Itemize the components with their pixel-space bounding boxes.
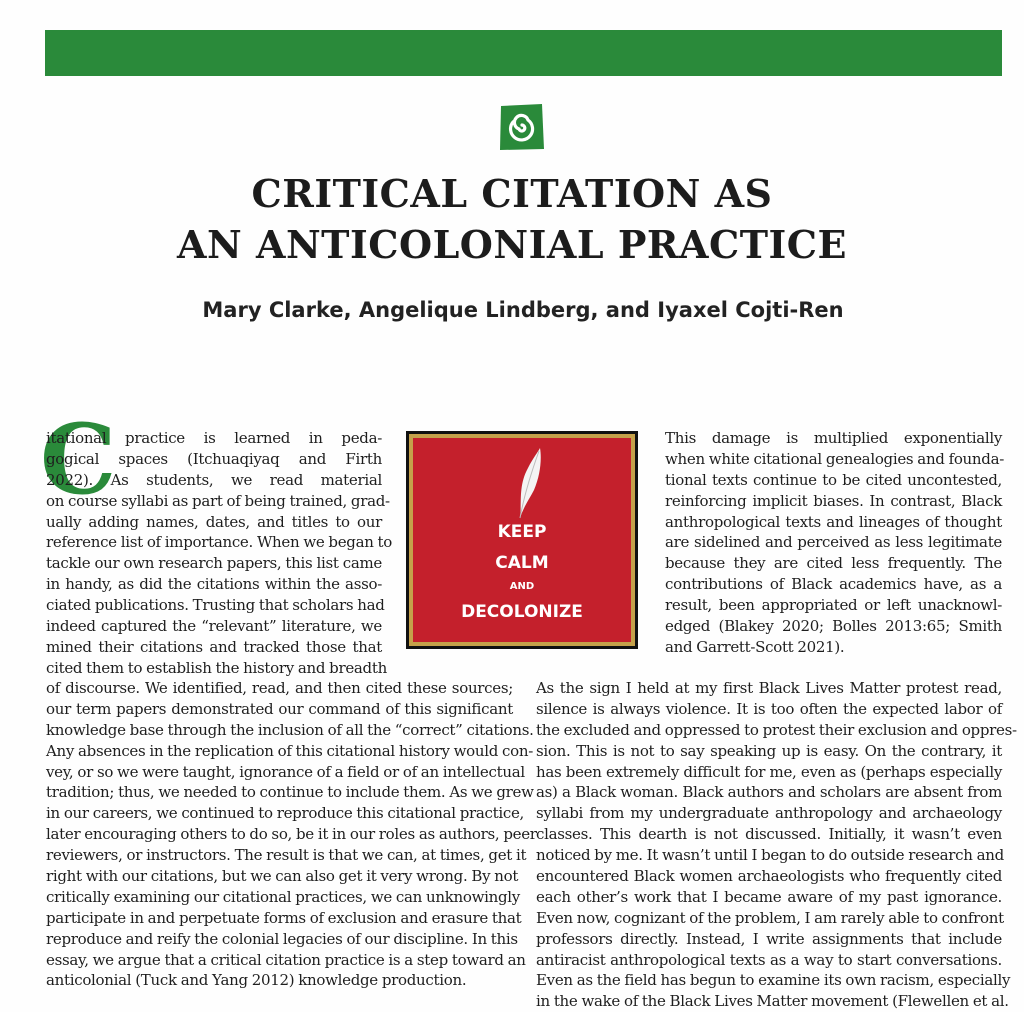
drop-cap: C: [40, 403, 117, 516]
text-line: reproduce and reify the colonial legacies of our discipline. In this: [46, 929, 518, 948]
text-line: contributions of Black academics have, as a: [665, 575, 1002, 594]
feather-icon: [508, 446, 544, 522]
text-line: essay, we argue that a critical citation practice is a step toward an: [46, 950, 526, 969]
text-line: Any absences in the replication of this citational history would con-: [46, 741, 533, 760]
text-line: participate in and perpetuate forms of exclusion and erasure that: [46, 908, 522, 927]
text-line: itational practice is learned in peda-: [46, 429, 382, 447]
text-line: each other’s work that I became aware of my past ignorance.: [536, 887, 1002, 906]
poster-text-calm: CALM: [495, 553, 549, 573]
text-line: mined their citations and tracked those that: [46, 637, 382, 656]
text-line: right with our citations, but we can also get it very wrong. By not: [46, 867, 519, 886]
text-line: As the sign I held at my first Black Lives Matter protest read,: [536, 679, 1002, 697]
text-line: are sidelined and perceived as less legitimate: [665, 533, 1002, 552]
text-line: when white citational genealogies and founda-: [665, 449, 1004, 468]
header-bar: [45, 30, 1002, 76]
text-line: knowledge base through the inclusion of all the “correct” citations.: [46, 720, 534, 739]
text-line: noticed by me. It wasn’t until I began to do outside research and: [536, 846, 1004, 865]
text-line: This damage is multiplied exponentially: [665, 429, 1002, 447]
text-line: result, been appropriated or left unacknowl-: [665, 596, 1002, 615]
authors-byline: Mary Clarke, Angelique Lindberg, and Iyaxel Cojti-Ren: [202, 298, 844, 322]
text-line: Even as the field has begun to examine its own racism, especially: [536, 971, 1011, 990]
keep-calm-poster: [406, 431, 638, 649]
text-line: anthropological texts and lineages of thought: [665, 512, 1002, 531]
text-line: anticolonial (Tuck and Yang 2012) knowledge production.: [46, 971, 467, 990]
spiral-icon: [498, 102, 545, 152]
text-line: silence is always violence. It is too often the expected labor of: [536, 699, 1002, 718]
column-1-wrapped-text: [46, 428, 393, 679]
text-line: ciated publications. Trusting that scholars had: [46, 596, 385, 615]
text-line: as) a Black woman. Black authors and scholars are absent from: [536, 783, 1002, 802]
text-line: in our careers, we continued to reproduce this citational practice,: [46, 804, 525, 823]
text-line: because they are cited less frequently. The: [665, 554, 1002, 573]
text-line: gogical spaces (Itchuaqiyaq and Firth: [46, 449, 382, 468]
poster-text-and: AND: [509, 581, 535, 592]
title-line-1: CRITICAL CITATION AS: [251, 171, 773, 216]
text-line: tackle our own research papers, this list came: [46, 554, 382, 573]
text-line: 2022). As students, we read material: [46, 470, 382, 489]
text-line: edged (Blakey 2020; Bolles 2013:65; Smith: [665, 617, 1002, 636]
text-line: tional texts continue to be cited uncontested,: [665, 470, 1002, 489]
poster-text-decolonize: DECOLONIZE: [461, 602, 583, 622]
article-title: [0, 168, 1024, 270]
text-line: syllabi from my undergraduate anthropology and archaeology: [536, 804, 1002, 823]
text-line: reinforcing implicit biases. In contrast, Black: [665, 491, 1002, 510]
text-line: later encouraging others to do so, be it in our roles as authors, peer: [46, 825, 537, 844]
text-line: critically examining our citational practices, we can unknowingly: [46, 887, 520, 906]
text-line: our term papers demonstrated our command of this significant: [46, 699, 513, 718]
text-line: encountered Black women archaeologists who frequently cited: [536, 867, 1002, 886]
text-line: reviewers, or instructors. The result is that we can, at times, get it: [46, 846, 527, 865]
text-line: the excluded and oppressed to protest their exclusion and oppres-: [536, 720, 1017, 739]
text-line: and Garrett-Scott 2021).: [665, 637, 845, 656]
column-2-text: [536, 678, 1017, 1012]
text-line: has been extremely difficult for me, even as (perhaps especially: [536, 762, 1002, 781]
text-line: in the wake of the Black Lives Matter movement (Flewellen et al.: [536, 992, 1009, 1011]
text-line: tradition; thus, we needed to continue to include them. As we grew: [46, 783, 534, 802]
text-line: vey, or so we were taught, ignorance of a field or of an intellectual: [46, 762, 525, 781]
text-line: Even now, cognizant of the problem, I am rarely able to confront: [536, 908, 1004, 927]
text-line: ually adding names, dates, and titles to our: [46, 512, 382, 531]
text-line: sion. This is not to say speaking up is easy. On the contrary, it: [536, 741, 1002, 760]
text-line: indeed captured the “relevant” literature, we: [46, 617, 382, 636]
text-line: antiracist anthropological texts as a way to start conversations.: [536, 950, 1002, 969]
poster-text-keep: KEEP: [497, 522, 547, 542]
column-1-text: [46, 678, 537, 991]
text-line: on course syllabi as part of being trained, grad-: [46, 491, 390, 510]
text-line: of discourse. We identified, read, and then cited these sources;: [46, 679, 513, 697]
title-line-2: AN ANTICOLONIAL PRACTICE: [177, 222, 847, 267]
column-2-top-text: [665, 428, 1002, 658]
text-line: reference list of importance. When we began to: [46, 533, 393, 552]
text-line: professors directly. Instead, I write assignments that include: [536, 929, 1002, 948]
text-line: classes. This dearth is not discussed. Initially, it wasn’t even: [536, 825, 1002, 844]
text-line: in handy, as did the citations within the asso-: [46, 575, 382, 594]
text-line: cited them to establish the history and breadth: [46, 658, 387, 677]
